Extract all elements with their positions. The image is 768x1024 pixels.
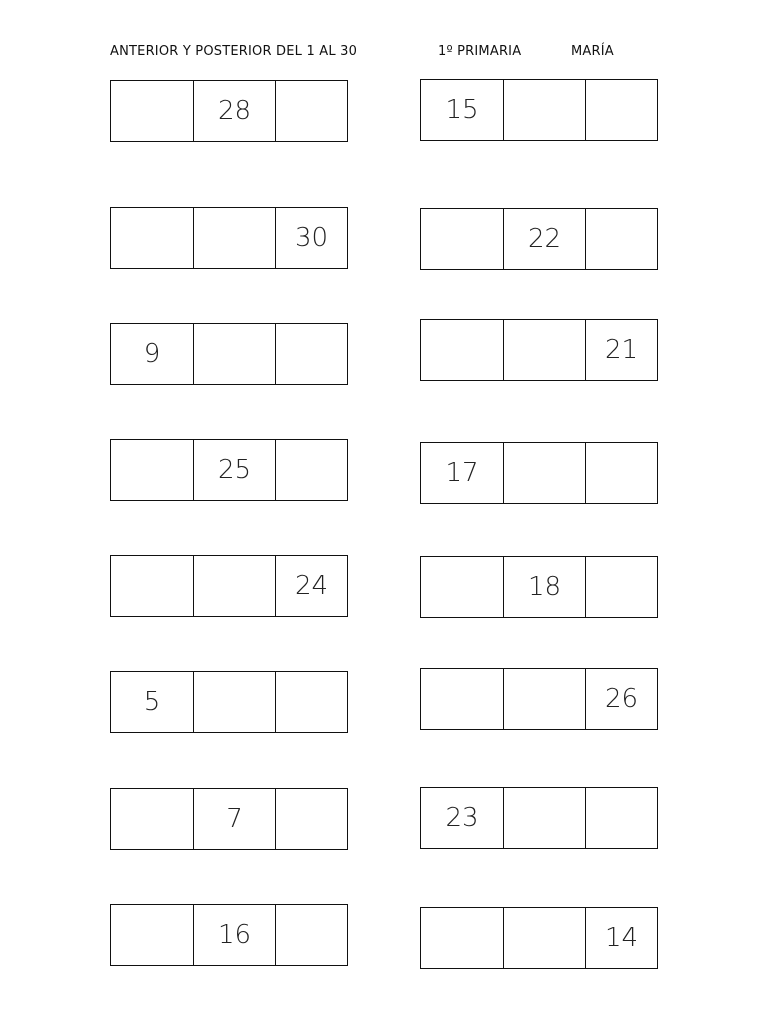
number-row-right-6 <box>420 668 658 730</box>
cell-middle[interactable]: 7 <box>193 789 275 849</box>
cell-after[interactable]: 26 <box>585 669 657 729</box>
cell-middle[interactable] <box>193 208 275 268</box>
cell-after[interactable] <box>275 324 347 384</box>
cell-before[interactable]: 17 <box>445 458 479 488</box>
number-row-left-4 <box>110 439 348 501</box>
cell-after[interactable] <box>275 440 347 500</box>
cell-after[interactable]: 14 <box>585 908 657 968</box>
cell-before[interactable]: 23 <box>445 803 479 833</box>
cell-middle[interactable] <box>193 672 275 732</box>
cell-before[interactable]: 9 <box>143 339 161 369</box>
cell-after[interactable]: 24 <box>275 556 347 616</box>
number-row-right-8 <box>420 907 658 969</box>
number-row-left-8 <box>110 904 348 966</box>
cell-middle[interactable] <box>503 320 585 380</box>
number-row-left-7 <box>110 788 348 850</box>
cell-middle[interactable] <box>503 908 585 968</box>
cell-middle[interactable] <box>193 556 275 616</box>
cell-after[interactable] <box>275 905 347 965</box>
number-row-left-3 <box>110 323 348 385</box>
number-row-left-5 <box>110 555 348 617</box>
cell-after[interactable] <box>275 81 347 141</box>
cell-middle[interactable] <box>193 324 275 384</box>
cell-before[interactable]: 15 <box>445 95 479 125</box>
cell-middle[interactable]: 18 <box>503 557 585 617</box>
cell-before[interactable] <box>111 556 193 616</box>
cell-after[interactable] <box>585 557 657 617</box>
cell-after[interactable] <box>585 443 657 503</box>
number-row-right-2 <box>420 208 658 270</box>
cell-before[interactable] <box>111 208 193 268</box>
cell-middle[interactable]: 28 <box>193 81 275 141</box>
cell-middle[interactable] <box>503 788 585 848</box>
number-row-right-4 <box>420 442 658 504</box>
number-row-right-7 <box>420 787 658 849</box>
number-row-right-5 <box>420 556 658 618</box>
cell-middle[interactable] <box>503 669 585 729</box>
number-row-left-6 <box>110 671 348 733</box>
cell-before[interactable]: 5 <box>143 687 161 717</box>
cell-before[interactable] <box>111 81 193 141</box>
cell-before[interactable] <box>421 557 503 617</box>
cell-before[interactable] <box>111 440 193 500</box>
number-row-left-1 <box>110 80 348 142</box>
cell-after[interactable] <box>585 209 657 269</box>
cell-after[interactable] <box>275 789 347 849</box>
cell-middle[interactable]: 22 <box>503 209 585 269</box>
student-name: MARÍA <box>571 44 614 59</box>
cell-after[interactable] <box>585 788 657 848</box>
cell-before[interactable] <box>421 908 503 968</box>
cell-middle[interactable] <box>503 80 585 140</box>
worksheet-title: ANTERIOR Y POSTERIOR DEL 1 AL 30 <box>110 44 358 59</box>
cell-middle[interactable]: 16 <box>193 905 275 965</box>
number-row-right-1 <box>420 79 658 141</box>
cell-after[interactable] <box>275 672 347 732</box>
cell-before[interactable] <box>421 320 503 380</box>
cell-middle[interactable] <box>503 443 585 503</box>
cell-middle[interactable]: 25 <box>193 440 275 500</box>
cell-before[interactable] <box>421 209 503 269</box>
cell-after[interactable]: 30 <box>275 208 347 268</box>
number-row-left-2 <box>110 207 348 269</box>
number-row-right-3 <box>420 319 658 381</box>
cell-before[interactable] <box>111 905 193 965</box>
cell-after[interactable]: 21 <box>585 320 657 380</box>
cell-after[interactable] <box>585 80 657 140</box>
cell-before[interactable] <box>111 789 193 849</box>
cell-before[interactable] <box>421 669 503 729</box>
grade-label: 1º PRIMARIA <box>438 44 522 59</box>
